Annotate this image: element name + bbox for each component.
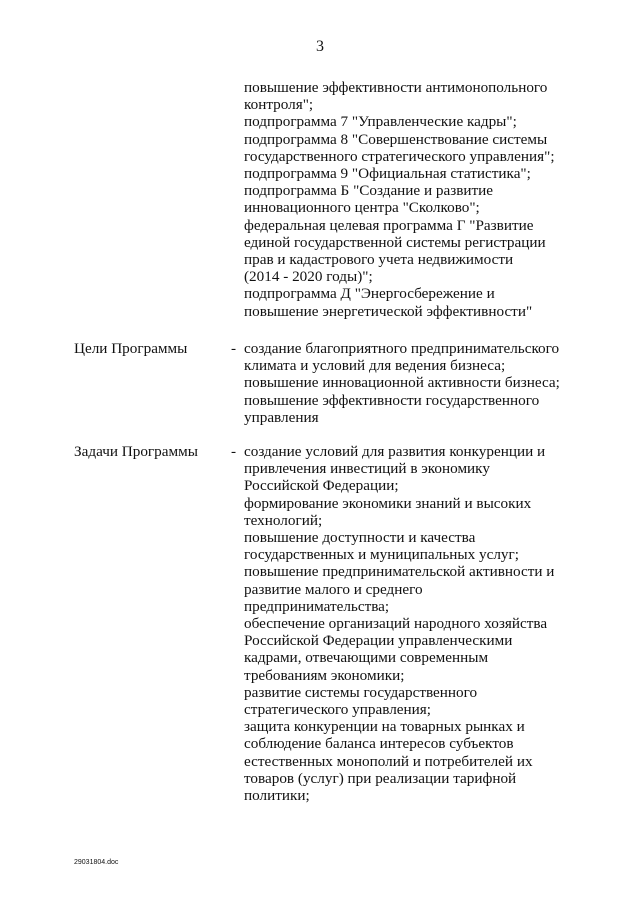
tasks-dash: - [231,443,237,460]
text-line: управления [244,408,319,426]
text-line: государственных и муниципальных услуг; [244,546,519,564]
text-line: технологий; [244,511,323,529]
text-line: повышение доступности и качества [244,529,476,547]
text-line: подпрограмма Д "Энергосбережение и [244,285,495,303]
text-line: Российской Федерации управленческими [244,632,513,650]
text-line: соблюдение баланса интересов субъектов [244,735,514,753]
text-line: единой государственной системы регистрации [244,233,546,251]
text-line: привлечения инвестиций в экономику [244,460,490,478]
text-line: формирование экономики знаний и высоких [244,494,532,512]
page-number: 3 [316,38,324,55]
text-line: развитие системы государственного [244,683,478,701]
text-line: повышение эффективности антимонопольного [244,79,548,96]
text-line: создание условий для развития конкуренции и [244,443,546,460]
text-line: Российской Федерации; [244,477,399,495]
text-line: контроля"; [244,96,314,114]
text-line: федеральная целевая программа Г "Развитие [244,216,534,234]
text-line: политики; [244,787,310,805]
tasks-list [244,443,574,804]
text-line: повышение инновационной активности бизнеса; [244,374,560,392]
text-line: государственного стратегического управления"; [244,147,555,165]
text-line: прав и кадастрового учета недвижимости [244,251,514,269]
text-line: повышение энергетической эффективности" [244,302,533,320]
goals-list [244,340,574,426]
text-line: (2014 - 2020 годы)"; [244,268,373,286]
goals-dash: - [231,340,237,357]
goals-label: Цели Программы [74,340,188,357]
text-line: подпрограмма 8 "Совершенствование системы [244,130,548,148]
text-line: товаров (услуг) при реализации тарифной [244,769,517,787]
text-line: защита конкуренции на товарных рынках и [244,718,525,736]
text-line: подпрограмма 9 "Официальная статистика"; [244,165,531,183]
text-line: повышение предпринимательской активности и [244,563,555,581]
text-line: подпрограмма 7 "Управленческие кадры"; [244,113,517,131]
text-line: обеспечение организаций народного хозяйства [244,615,548,633]
continuation-list [244,79,574,320]
text-line: развитие малого и среднего [244,580,423,598]
text-line: инновационного центра "Сколково"; [244,199,480,217]
text-line: создание благоприятного предпринимательского [244,340,560,357]
text-line: подпрограмма Б "Создание и развитие [244,182,494,200]
tasks-label: Задачи Программы [74,443,198,460]
text-line: стратегического управления; [244,701,431,719]
text-line: кадрами, отвечающими современным [244,649,489,667]
text-line: климата и условий для ведения бизнеса; [244,357,506,375]
text-line: предпринимательства; [244,597,390,615]
text-line: естественных монополий и потребителей их [244,752,533,770]
text-line: требованиям экономики; [244,666,405,684]
document-filename: 29031804.doc [74,859,119,866]
text-line: повышение эффективности государственного [244,391,540,409]
